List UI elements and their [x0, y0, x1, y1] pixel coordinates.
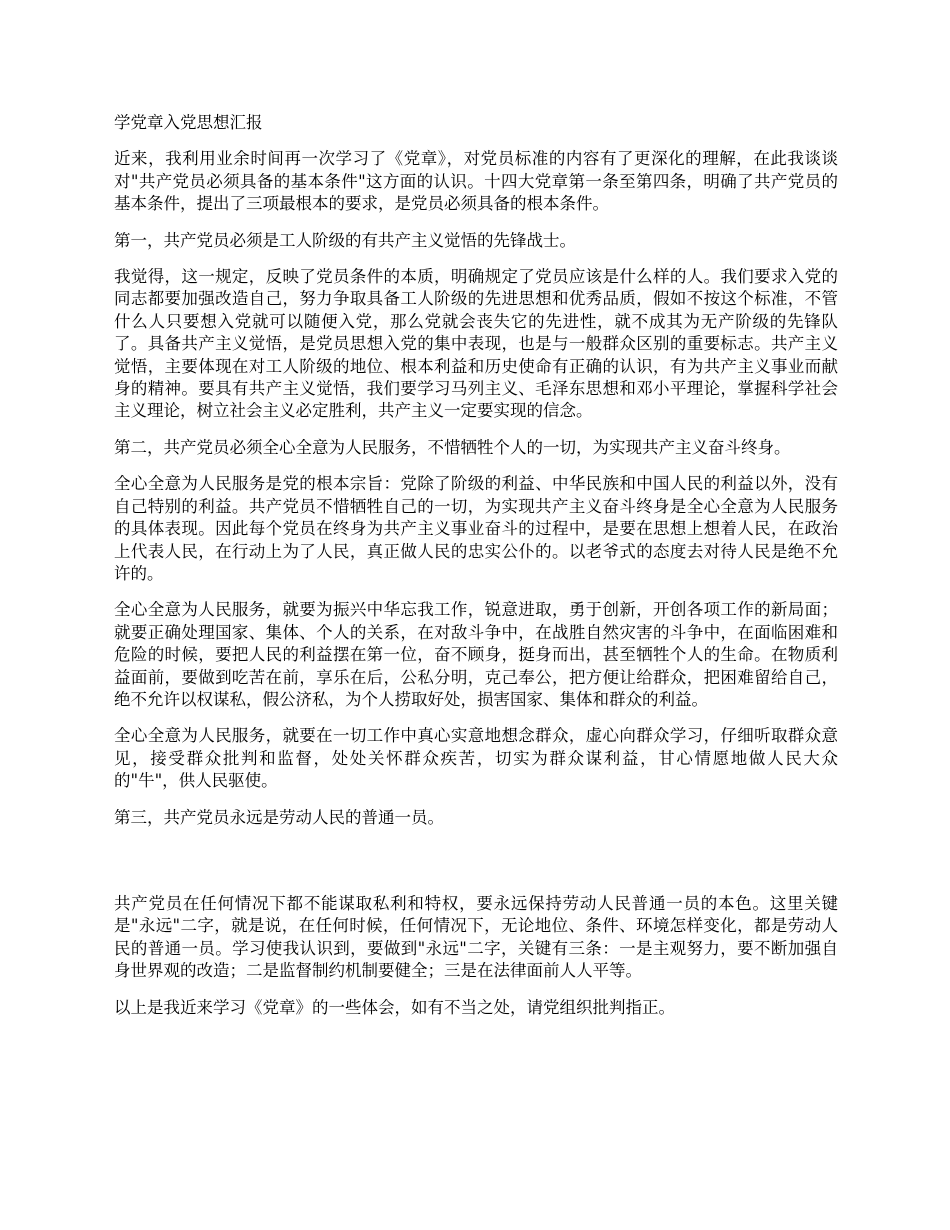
- paragraph-point-two-heading: 第二，共产党员必须全心全意为人民服务，不惜牺牲个人的一切，为实现共产主义奋斗终身。: [114, 437, 791, 457]
- paragraph-point-three-heading: 第三，共产党员永远是劳动人民的普通一员。: [114, 807, 444, 827]
- paragraph-point-two-body-2: 全心全意为人民服务，就要为振兴中华忘我工作，锐意进取，勇于创新，开创各项工作的新局面；就要正确处理国家、集体、个人的关系，在对敌斗争中，在战胜自然灾害的斗争中，在面临困难和危险的时候，要把人民的利益摆在第一位，奋不顾身，挺身而出，甚至牺牲个人的生命。在物质利益面前，要做到吃苦在前，享乐在后，公私分明，克己奉公，把方便让给群众，把困难留给自己，绝不允许以权谋私，假公济私，为个人捞取好处，损害国家、集体和群众的利益。: [114, 600, 838, 709]
- paragraph-point-three-body: 共产党员在任何情况下都不能谋取私利和特权，要永远保持劳动人民普通一员的本色。这里关键是"永远"二字，就是说，在任何时候，任何情况下，无论地位、条件、环境怎样变化，都是劳动人民的普通一员。学习使我认识到，要做到"永远"二字，关键有三条：一是主观努力，要不断加强自身世界观的改造；二是监督制约机制要健全；三是在法律面前人人平等。: [114, 893, 838, 981]
- paragraph-intro: 近来，我利用业余时间再一次学习了《党章》，对党员标准的内容有了更深化的理解，在此我谈谈对"共产党员必须具备的基本条件"这方面的认识。十四大党章第一条至第四条，明确了共产党员的基本条件，提出了三项最根本的要求，是党员必须具备的根本条件。: [114, 149, 838, 214]
- paragraph-point-two-body-3: 全心全意为人民服务，就要在一切工作中真心实意地想念群众，虚心向群众学习，仔细听取群众意见，接受群众批判和监督，处处关怀群众疾苦，切实为群众谋利益，甘心情愿地做人民大众的"牛"，供人民驱使。: [114, 726, 838, 791]
- paragraph-point-one-body: 我觉得，这一规定，反映了党员条件的本质，明确规定了党员应该是什么样的人。我们要求入党的同志都要加强改造自己，努力争取具备工人阶级的先进思想和优秀品质，假如不按这个标准，不管什么人只要想入党就可以随便入党，那么党就会丧失它的先进性，就不成其为无产阶级的先锋队了。具备共产主义觉悟，是党员思想入党的集中表现，也是与一般群众区别的重要标志。共产主义觉悟，主要体现在对工人阶级的地位、根本利益和历史使命有正确的认识，有为共产主义事业而献身的精神。要具有共产主义觉悟，我们要学习马列主义、毛泽东思想和邓小平理论，掌握科学社会主义理论，树立社会主义必定胜利，共产主义一定要实现的信念。: [114, 267, 838, 421]
- paragraph-point-one-heading: 第一，共产党员必须是工人阶级的有共产主义觉悟的先锋战士。: [114, 230, 576, 250]
- paragraph-point-two-body-1: 全心全意为人民服务是党的根本宗旨：党除了阶级的利益、中华民族和中国人民的利益以外，没有自己特别的利益。共产党员不惜牺牲自己的一切，为实现共产主义奋斗终身是全心全意为人民服务的具体表现。因此每个党员在终身为共产主义事业奋斗的过程中，是要在思想上想着人民，在政治上代表人民，在行动上为了人民，真正做人民的忠实公仆的。以老爷式的态度去对待人民是绝不允许的。: [114, 474, 838, 583]
- blank-gap: [114, 843, 838, 893]
- document-title: 学党章入党思想汇报: [114, 113, 263, 132]
- document-page: [114, 112, 838, 1033]
- paragraph-conclusion: 以上是我近来学习《党章》的一些体会，如有不当之处，请党组织批判指正。: [114, 997, 675, 1017]
